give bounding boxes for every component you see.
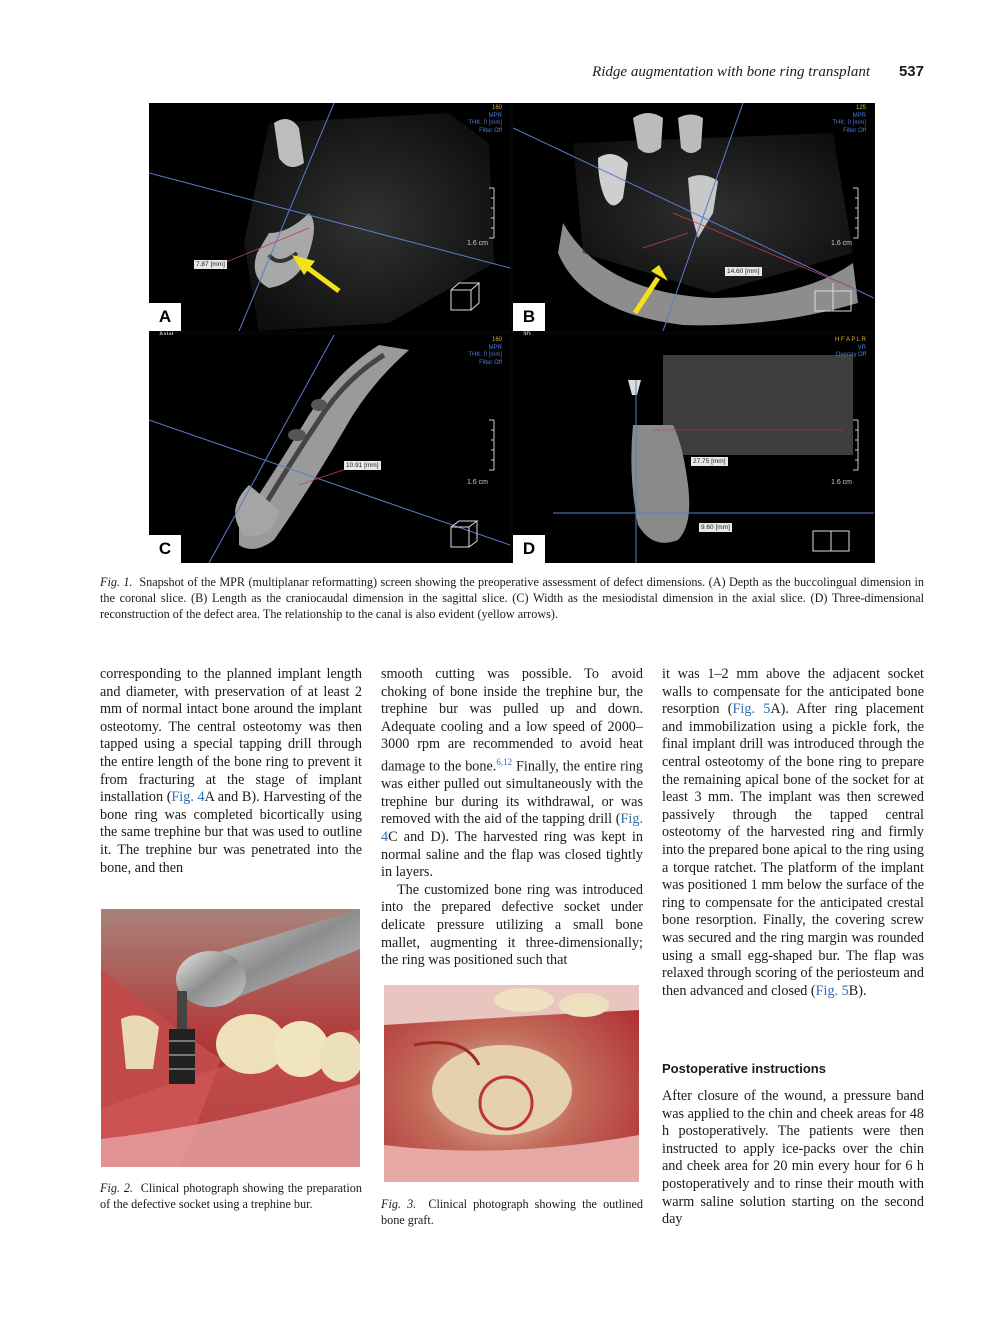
- scale-label: 1.6 cm: [831, 240, 853, 247]
- scale-label: 1.6 cm: [467, 240, 489, 247]
- scale-label: 1.6 cm: [831, 479, 853, 486]
- figure-link[interactable]: Fig. 5: [732, 701, 771, 718]
- paragraph: it was 1–2 mm above the adjacent socket walls to compensate for the anticipated bone resorption (Fig. 5A). After ring placement and immobilization using a pickle fork, the final implant drill was introduced through the central osteotomy of the bone ring to prepare the remaining apical bone of the socket for at least 3 mm. The implant was then screwed passively through the tapped central osteotomy of the harvested ring and firmly into the prepared bone apical to the ring using a torque ratchet. The platform of the implant was positioned 1 mm below the surface of the ring to compensate for the anticipated crestal bone resorption. Finally, the covering screw was secured and the ring margin was rounded using a small egg-shaped bur. The flap was relaxed through scoring of the periosteum and then advanced and closed (Fig. 5B).: [662, 666, 924, 999]
- figure-link[interactable]: Fig. 4: [171, 789, 205, 806]
- view-info: 160 MPR THK: 0 [mm] Filter Off: [468, 105, 502, 134]
- ct-image-3d: [513, 335, 874, 563]
- measurement-label: 10.91 [mm]: [346, 462, 379, 469]
- measurement-label: 27.75 [mm]: [693, 458, 726, 465]
- paragraph: The customized bone ring was introduced into the prepared defective socket under delicate pressure utilizing a small bone mallet, augmenting it three-dimensionally; the ring was positioned such that: [381, 881, 643, 969]
- ct-panel-b: [513, 103, 874, 331]
- ct-image-axial: [149, 335, 510, 563]
- view-info: H F A P L R VR Overlay Off: [834, 337, 866, 358]
- ct-image-coronal: [149, 103, 510, 331]
- paragraph: After closure of the wound, a pressure band was applied to the chin and cheek areas for 48 h postoperatively. The patients were then instructed to apply ice-packs over the chin and cheek area for 20 min every hour for 6 h postoperatively and to rinse their mouth with warm saline solution starting on the second day: [662, 1088, 924, 1228]
- figure-2-caption: Fig. 2. Clinical photograph showing the preparation of the defective socket using a trephine bur.: [100, 1181, 362, 1211]
- reference-link[interactable]: 6,12: [496, 756, 513, 767]
- scale-label: 1.6 cm: [467, 479, 489, 486]
- body-column-3-continued: [662, 1088, 924, 1229]
- running-title: Ridge augmentation with bone ring transplant: [592, 64, 870, 80]
- trephine-bur-photo: [101, 909, 360, 1167]
- ct-panel-c: [149, 335, 510, 563]
- section-heading: Postoperative instructions: [662, 1061, 826, 1076]
- bone-graft-photo: [384, 985, 639, 1182]
- figure-1-caption: Fig. 1. Snapshot of the MPR (multiplanar reformatting) screen showing the preoperative assessment of defect dimensions. (A) Depth as the buccolingual dimension in the coronal slice. (B) Length as the craniocaudal dimension in the sagittal slice. (C) Width as the mesiodistal dimension in the axial slice. (D) Three-dimensional reconstruction of the defect area. The relationship to the canal is also evident (yellow arrows).: [100, 575, 925, 621]
- panel-label-c: C: [149, 535, 181, 563]
- paragraph: corresponding to the planned implant length and diameter, with preservation of at least 2 mm of normal intact bone around the implant osteotomy. The central osteotomy was then tapped using a special tapping drill through the entire length of the bone ring to prevent it from fracturing at the stage of implant installation (Fig. 4A and B). Harvesting of the bone ring was completed bicortically using the same trephine bur that was used to outline it. The trephine bur was penetrated into the bone, and then: [100, 666, 362, 876]
- figure-link[interactable]: Fig. 4: [381, 811, 643, 846]
- measurement-label: 14.60 [mm]: [727, 268, 760, 275]
- panel-label-a: A: [149, 303, 181, 331]
- figure-3-photo: [384, 985, 639, 1182]
- ct-panel-a: [149, 103, 510, 331]
- panel-label-d: D: [513, 535, 545, 563]
- measurement-label: 7.87 [mm]: [196, 261, 225, 268]
- body-column-2: [381, 666, 643, 970]
- panel-label-b: B: [513, 303, 545, 331]
- figure-link[interactable]: Fig. 5: [815, 982, 849, 999]
- figure-3-caption: Fig. 3. Clinical photograph showing the outlined bone graft.: [381, 1197, 644, 1227]
- measurement-label-2: 9.60 [mm]: [701, 524, 730, 531]
- body-column-3: [662, 666, 924, 1000]
- figure-1-ct-panels: [149, 103, 875, 563]
- ct-image-sagittal: [513, 103, 874, 331]
- view-info: 160 MPR THK: 0 [mm] Filter Off: [468, 337, 502, 366]
- page-number: 537: [898, 63, 924, 80]
- view-info: 125 MPR THK: 0 [mm] Filter Off: [832, 105, 866, 134]
- paragraph: smooth cutting was possible. To avoid choking of bone inside the trephine bur, the trephine bur was pulled up and down. Adequate cooling and a low speed of 2000–3000 rpm are recommended to avoid heat damage to the bone.$^{6,12}$ Finally, the entire ring was either pulled out simultaneously with the trephine bur during its withdrawal, or was removed with the aid of the tapping drill (Fig. 4C and D). The harvested ring was kept in normal saline and the flap was closed tightly in layers.: [381, 666, 644, 881]
- body-column-1: [100, 666, 362, 877]
- ct-panel-d: [513, 335, 874, 563]
- figure-2-photo: [101, 909, 360, 1167]
